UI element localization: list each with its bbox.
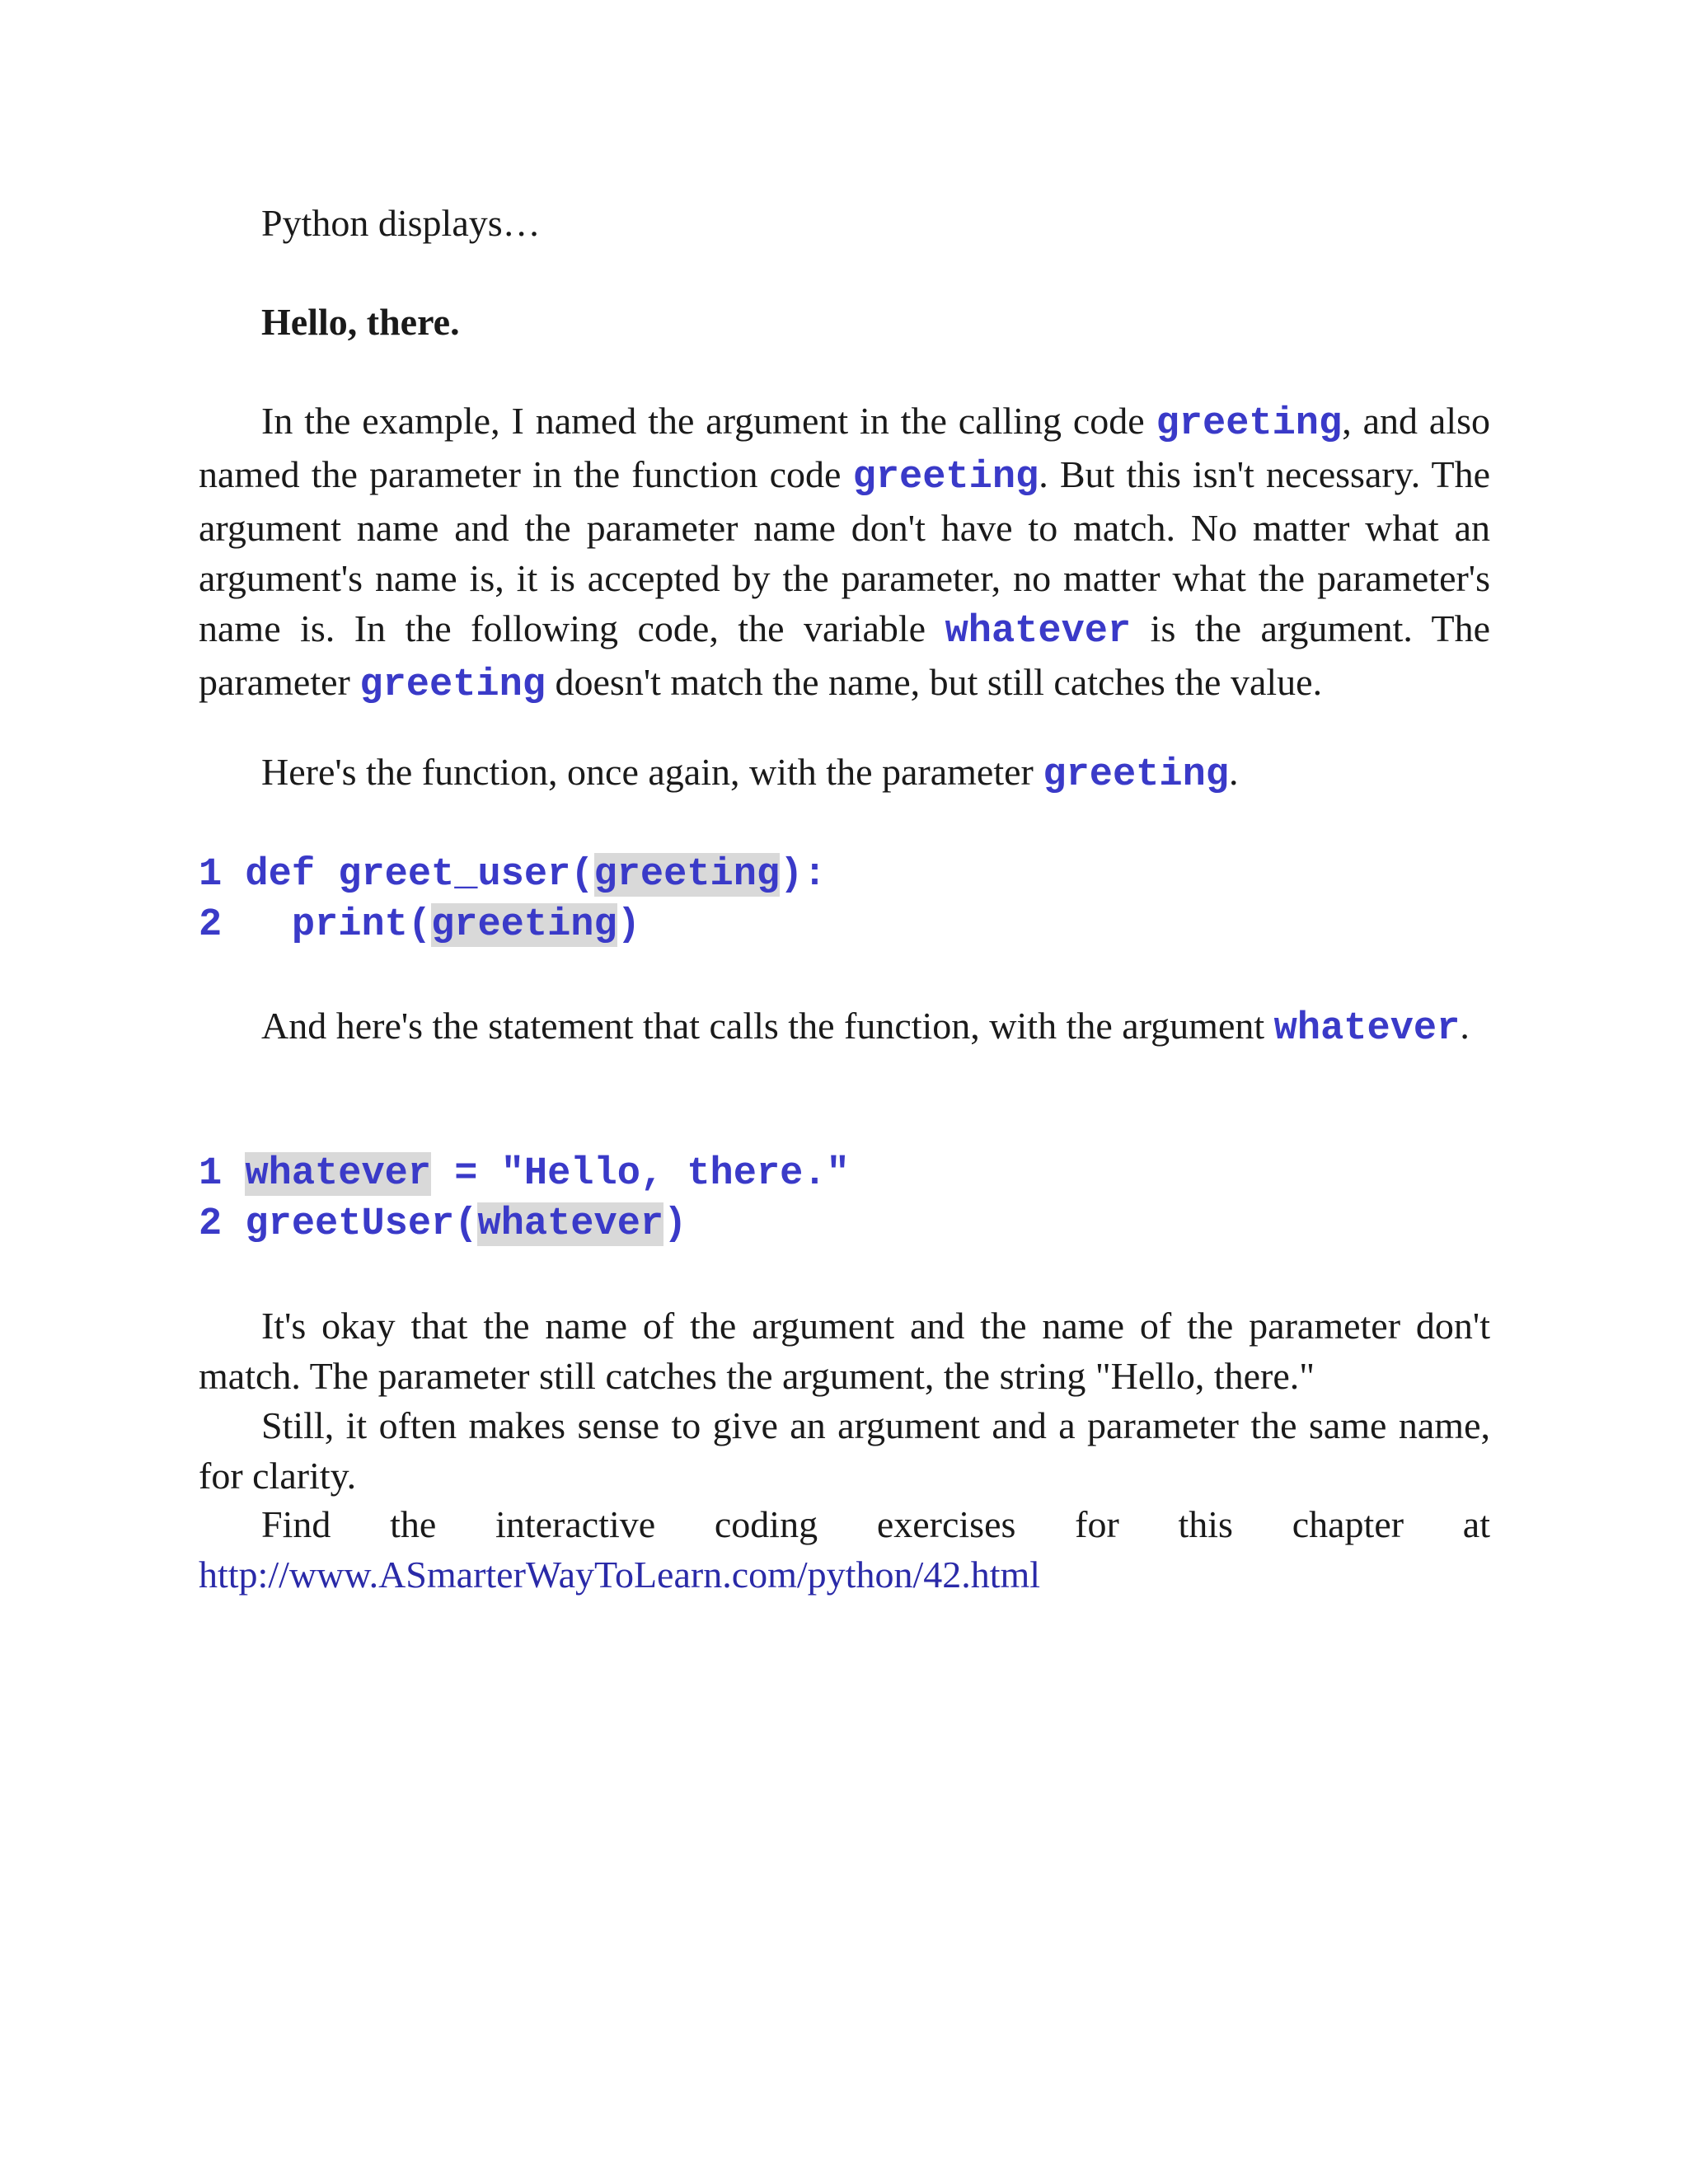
exercises-link[interactable]: http://www.ASmarterWayToLearn.com/python/42.html — [199, 1554, 1041, 1596]
paragraph-clarity: Still, it often makes sense to give an argument and a parameter the same name, for clarity. — [199, 1404, 1490, 1497]
paragraph-exercises-intro: Find the interactive coding exercises for this chapter at — [261, 1503, 1490, 1545]
code-text: = "Hello, there." — [431, 1152, 850, 1196]
line-number: 1 — [199, 853, 223, 897]
code-line-2 — [199, 900, 827, 950]
text-segment: is the argument. The parameter — [199, 607, 1490, 703]
text-segment: . — [1460, 1005, 1470, 1047]
code-line-1 — [199, 1149, 850, 1199]
text-segment: Here's the function, once again, with the parameter — [261, 751, 1043, 793]
highlighted-argument: whatever — [477, 1202, 664, 1246]
inline-code-whatever: whatever — [1273, 1007, 1461, 1051]
code-text: print( — [222, 903, 432, 947]
highlighted-argument: whatever — [245, 1152, 432, 1196]
code-line-1 — [199, 850, 827, 900]
text-segment: . But this isn't necessary. The argument name and the parameter name don't have to match. No matter what an argument's name is, it is accepted by the parameter, no matter what the parameter's name is. In the following code, the variable — [199, 453, 1490, 649]
line-number: 1 — [199, 1152, 223, 1196]
inline-code-whatever: whatever — [945, 610, 1132, 654]
highlighted-parameter: greeting — [593, 853, 781, 897]
inline-code-greeting: greeting — [852, 456, 1039, 499]
inline-code-greeting: greeting — [359, 663, 546, 707]
paragraph-names-dont-match: It's okay that the name of the argument and the name of the parameter don't match. The parameter still catches the argument, the string "Hello, there." — [199, 1305, 1490, 1397]
paragraph-argument-explanation — [199, 396, 1490, 710]
code-text: ) — [663, 1202, 687, 1246]
text-segment: And here's the statement that calls the function, with the argument — [261, 1005, 1274, 1047]
code-text: ): — [780, 853, 827, 897]
code-block-function — [199, 850, 827, 950]
text-segment: doesn't match the name, but still catches the value. — [546, 661, 1323, 703]
highlighted-parameter: greeting — [431, 903, 617, 947]
text-segment: , and also named the parameter in the function code — [199, 400, 1491, 495]
code-block-call — [199, 1149, 850, 1249]
line-number: 2 — [199, 1202, 223, 1246]
code-line-2 — [199, 1199, 850, 1249]
text-segment: In the example, I named the argument in the calling code — [261, 400, 1156, 442]
code-text: ) — [617, 903, 640, 947]
line-number: 2 — [199, 903, 223, 947]
code-text: def greet_user( — [222, 853, 594, 897]
page-content — [199, 0, 1490, 2184]
code-text: greetUser( — [222, 1202, 478, 1246]
paragraph-call-intro — [199, 1001, 1490, 1054]
paragraph-python-displays: Python displays… — [261, 202, 541, 244]
paragraph-function-intro — [199, 747, 1490, 800]
code-text — [222, 1152, 245, 1196]
paragraph-exercises-link — [199, 1549, 1490, 1600]
inline-code-greeting: greeting — [1043, 753, 1229, 797]
text-segment: . — [1229, 751, 1239, 793]
output-hello-there: Hello, there. — [261, 301, 460, 343]
inline-code-greeting: greeting — [1156, 402, 1343, 446]
